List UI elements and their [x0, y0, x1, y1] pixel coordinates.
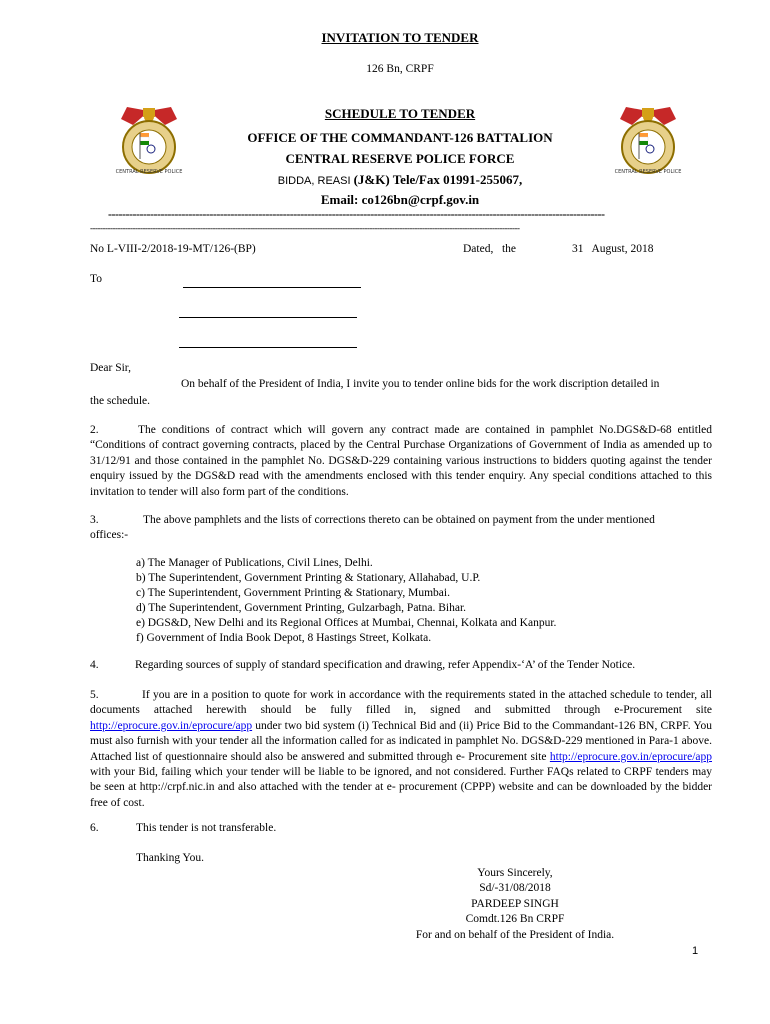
page-number: 1: [692, 945, 699, 957]
address-contact: (J&K) Tele/Fax 01991-255067,: [353, 172, 523, 187]
separator-bold: ----------------------------------------------------------------------------------------------------------------------------------------------: [108, 207, 605, 221]
intro-text: On behalf of the President of India, I invite you to tender online bids for the work discription detailed in: [181, 378, 660, 390]
paragraph-number: 2.: [90, 424, 99, 436]
signature-behalf: For and on behalf of the President of India.: [415, 928, 615, 941]
address-blank-line-3: [179, 347, 357, 348]
address-line: [0, 172, 770, 188]
paragraph-6-number: 6.: [90, 822, 99, 834]
salutation: Dear Sir,: [90, 362, 132, 374]
signature-block: [380, 866, 650, 943]
signature-sd: Sd/-31/08/2018: [479, 882, 551, 895]
unit-name: 126 Bn, CRPF: [366, 63, 434, 75]
eprocure-link-2[interactable]: http://eprocure.gov.in/eprocure/app: [549, 750, 712, 763]
office-list-item: c) The Superintendent, Government Printing & Stationary, Mumbai.: [136, 587, 450, 599]
paragraph-3: [90, 513, 712, 544]
intro-continuation: the schedule.: [90, 395, 151, 407]
paragraph-6-text: This tender is not transferable.: [136, 822, 277, 834]
signature-closing: Yours Sincerely,: [477, 867, 553, 879]
schedule-heading: SCHEDULE TO TENDER: [324, 106, 476, 121]
paragraph-number: 3.: [90, 514, 99, 526]
paragraph-4: [90, 658, 712, 673]
reference-number: No L-VIII-2/2018-19-MT/126-(BP): [90, 243, 256, 255]
paragraph-continuation: offices:-: [90, 529, 129, 542]
paragraph-number: 5.: [90, 689, 99, 701]
svg-text:CENTRAL RESERVE POLICE: CENTRAL RESERVE POLICE: [614, 169, 682, 175]
office-list-item: d) The Superintendent, Government Printing, Gulzarbagh, Patna. Bihar.: [136, 602, 467, 614]
paragraph-2: [90, 423, 712, 500]
signature-name: PARDEEP SINGH: [471, 897, 559, 910]
dated-label: Dated, the: [463, 243, 517, 255]
paragraph-text: If you are in a position to quote for work in accordance with the requirements stated in the attached schedule to tender, all documents attached herewith should be fully filled in, signed and submitted through e-Procurement site: [90, 689, 712, 717]
paragraph-5: [90, 688, 712, 811]
paragraph-text: under two bid system (i) Technical Bid and (ii) Price Bid to the Commandant-126 BN, CRPF. You must also furnish with your tender all the information called for as indicated in pamphlet No. DGS&D-229 mentioned in Para-1 above. Attached list of questionnaire should also be answered and submitted through e- Procurement site: [90, 719, 712, 763]
eprocure-link-1[interactable]: http://eprocure.gov.in/eprocure/app: [90, 719, 253, 732]
email-line: Email: co126bn@crpf.gov.in: [320, 192, 480, 207]
office-list-item: a) The Manager of Publications, Civil Lines, Delhi.: [136, 557, 373, 569]
office-list-item: b) The Superintendent, Government Printing & Stationary, Allahabad, U.P.: [136, 572, 481, 584]
svg-text:CENTRAL RESERVE POLICE: CENTRAL RESERVE POLICE: [115, 169, 183, 175]
to-label: To: [90, 273, 102, 285]
paragraph-text: The above pamphlets and the lists of corrections thereto can be obtained on payment from the under mentioned: [143, 514, 655, 526]
address-blank-line-2: [179, 317, 357, 318]
paragraph-text: The conditions of contract which will govern any contract made are contained in pamphlet No.DGS&D-68 entitled “Conditions of contract governing contracts, placed by the Central Purchase Organizations of Government of India as amended up to 31/12/91 and those contained in the pamphlet No. DGS&D-229 containing various instructions to bidders quoting against the tender enquiry issued by the DGS&D read with the amendments enclosed with this tender enquiry. Any special conditions attached to this invitation to tender will also form part of the conditions.: [90, 424, 712, 498]
office-heading: OFFICE OF THE COMMANDANT-126 BATTALION: [247, 130, 553, 145]
signature-designation: Comdt.126 Bn CRPF: [465, 913, 565, 926]
paragraph-text: Regarding sources of supply of standard specification and drawing, refer Appendix-‘A’ of the Tender Notice.: [135, 659, 636, 671]
force-heading: CENTRAL RESERVE POLICE FORCE: [285, 151, 515, 166]
separator-thin: ----------------------------------------------------------------------------------------------------------------------------------------------------------------------------: [90, 223, 520, 233]
address-blank-line-1: [183, 287, 361, 288]
address-place: BIDDA, REASI: [277, 175, 354, 187]
thanks-line: Thanking You.: [136, 852, 205, 864]
letter-date: 31 August, 2018: [572, 243, 654, 255]
paragraph-number: 4.: [90, 659, 99, 671]
office-list-item: e) DGS&D, New Delhi and its Regional Offices at Mumbai, Chennai, Kolkata and Kanpur.: [136, 617, 557, 629]
office-list-item: f) Government of India Book Depot, 8 Hastings Street, Kolkata.: [136, 632, 432, 644]
page-title: INVITATION TO TENDER: [321, 30, 479, 45]
paragraph-text: with your Bid, failing which your tender will be liable to be ignored, and not considered. Further FAQs related to CRPF tenders may be seen at http://crpf.nic.in and also attached with the tender at e- procurement (CPPP) website and can be downloaded by the bidder free of cost.: [90, 766, 712, 809]
